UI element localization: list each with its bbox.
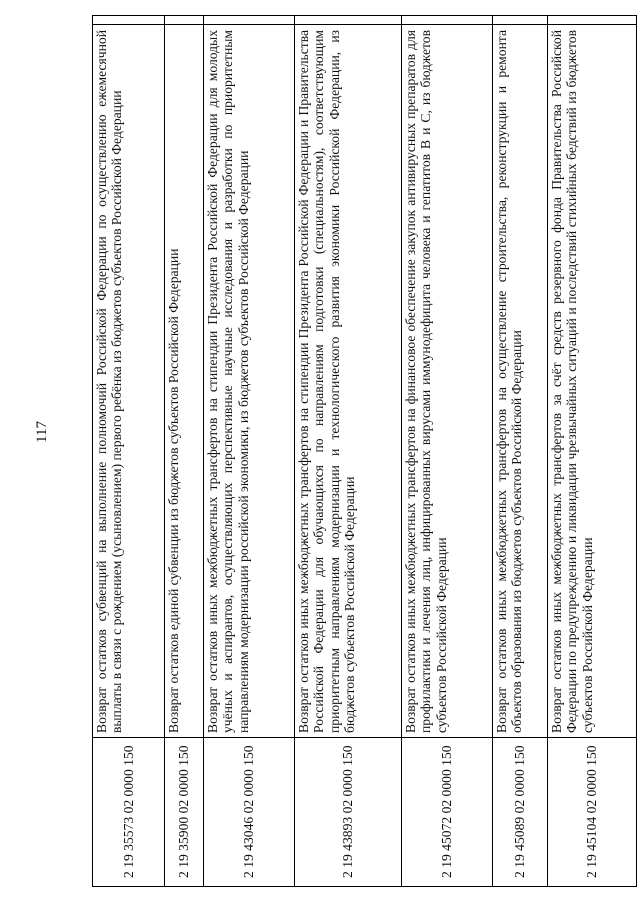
blank-cell bbox=[548, 16, 637, 25]
blank-cell bbox=[493, 16, 548, 25]
budget-code: 2 19 45089 02 0000 150 bbox=[493, 738, 548, 887]
budget-code: 2 19 45072 02 0000 150 bbox=[402, 738, 493, 887]
table-row bbox=[204, 16, 295, 887]
code-description: Возврат остатков иных межбюджетных трансфертов на финансовое обеспечение закупок антивирусных препаратов для профилактики и лечения лиц, инфицированных вирусами иммунодефицита человека и гепатитов B и C, из бюджетов субъектов Российской Федерации bbox=[402, 25, 493, 738]
code-description: Возврат остатков субвенций на выполнение полномочий Российской Федерации по осуществлению ежемесячной выплаты в связи с рождением (усыновлением) первого ребёнка из бюджетов субъектов Российской Федерации bbox=[93, 25, 165, 738]
table-row bbox=[165, 16, 204, 887]
table-row bbox=[402, 16, 493, 887]
budget-code: 2 19 35573 02 0000 150 bbox=[93, 738, 165, 887]
budget-code: 2 19 45104 02 0000 150 bbox=[548, 738, 637, 887]
blank-cell bbox=[93, 16, 165, 25]
code-description: Возврат остатков иных межбюджетных трансфертов на осуществление строительства, реконструкции и ремонта объектов образования из бюджетов субъектов Российской Федерации bbox=[493, 25, 548, 738]
budget-code: 2 19 43893 02 0000 150 bbox=[295, 738, 402, 887]
table-row bbox=[295, 16, 402, 887]
blank-cell bbox=[165, 16, 204, 25]
budget-code: 2 19 43046 02 0000 150 bbox=[204, 738, 295, 887]
rotated-page-content bbox=[92, 15, 600, 887]
blank-cell bbox=[204, 16, 295, 25]
table-row bbox=[493, 16, 548, 887]
code-description: Возврат остатков иных межбюджетных трансфертов на стипендии Президента Российской Федерации для молодых учёных и аспирантов, осуществляющих перспективные научные исследования и разработки по приоритетным направлениям модернизации российской экономики, из бюджетов субъектов Российской Федерации bbox=[204, 25, 295, 738]
table-row bbox=[93, 16, 165, 887]
budget-codes-table bbox=[92, 15, 637, 887]
page-number: 117 bbox=[34, 421, 50, 443]
blank-cell bbox=[402, 16, 493, 25]
blank-cell bbox=[295, 16, 402, 25]
budget-code: 2 19 35900 02 0000 150 bbox=[165, 738, 204, 887]
code-description: Возврат остатков иных межбюджетных трансфертов на стипендии Президента Российской Федерации и Правительства Российской Федерации для обучающихся по направлениям подготовки (специальностям), соответствующим приоритетным направлениям модернизации и технологического развития экономики Российской Федерации, из бюджетов субъектов Российской Федерации bbox=[295, 25, 402, 738]
code-description: Возврат остатков иных межбюджетных трансфертов за счёт средств резервного фонда Правительства Российской Федерации по предупреждению и ликвидации чрезвычайных ситуаций и последствий стихийных бедствий из бюджетов субъектов Российской Федерации bbox=[548, 25, 637, 738]
table-row bbox=[548, 16, 637, 887]
code-description: Возврат остатков единой субвенции из бюджетов субъектов Российской Федерации bbox=[165, 25, 204, 738]
